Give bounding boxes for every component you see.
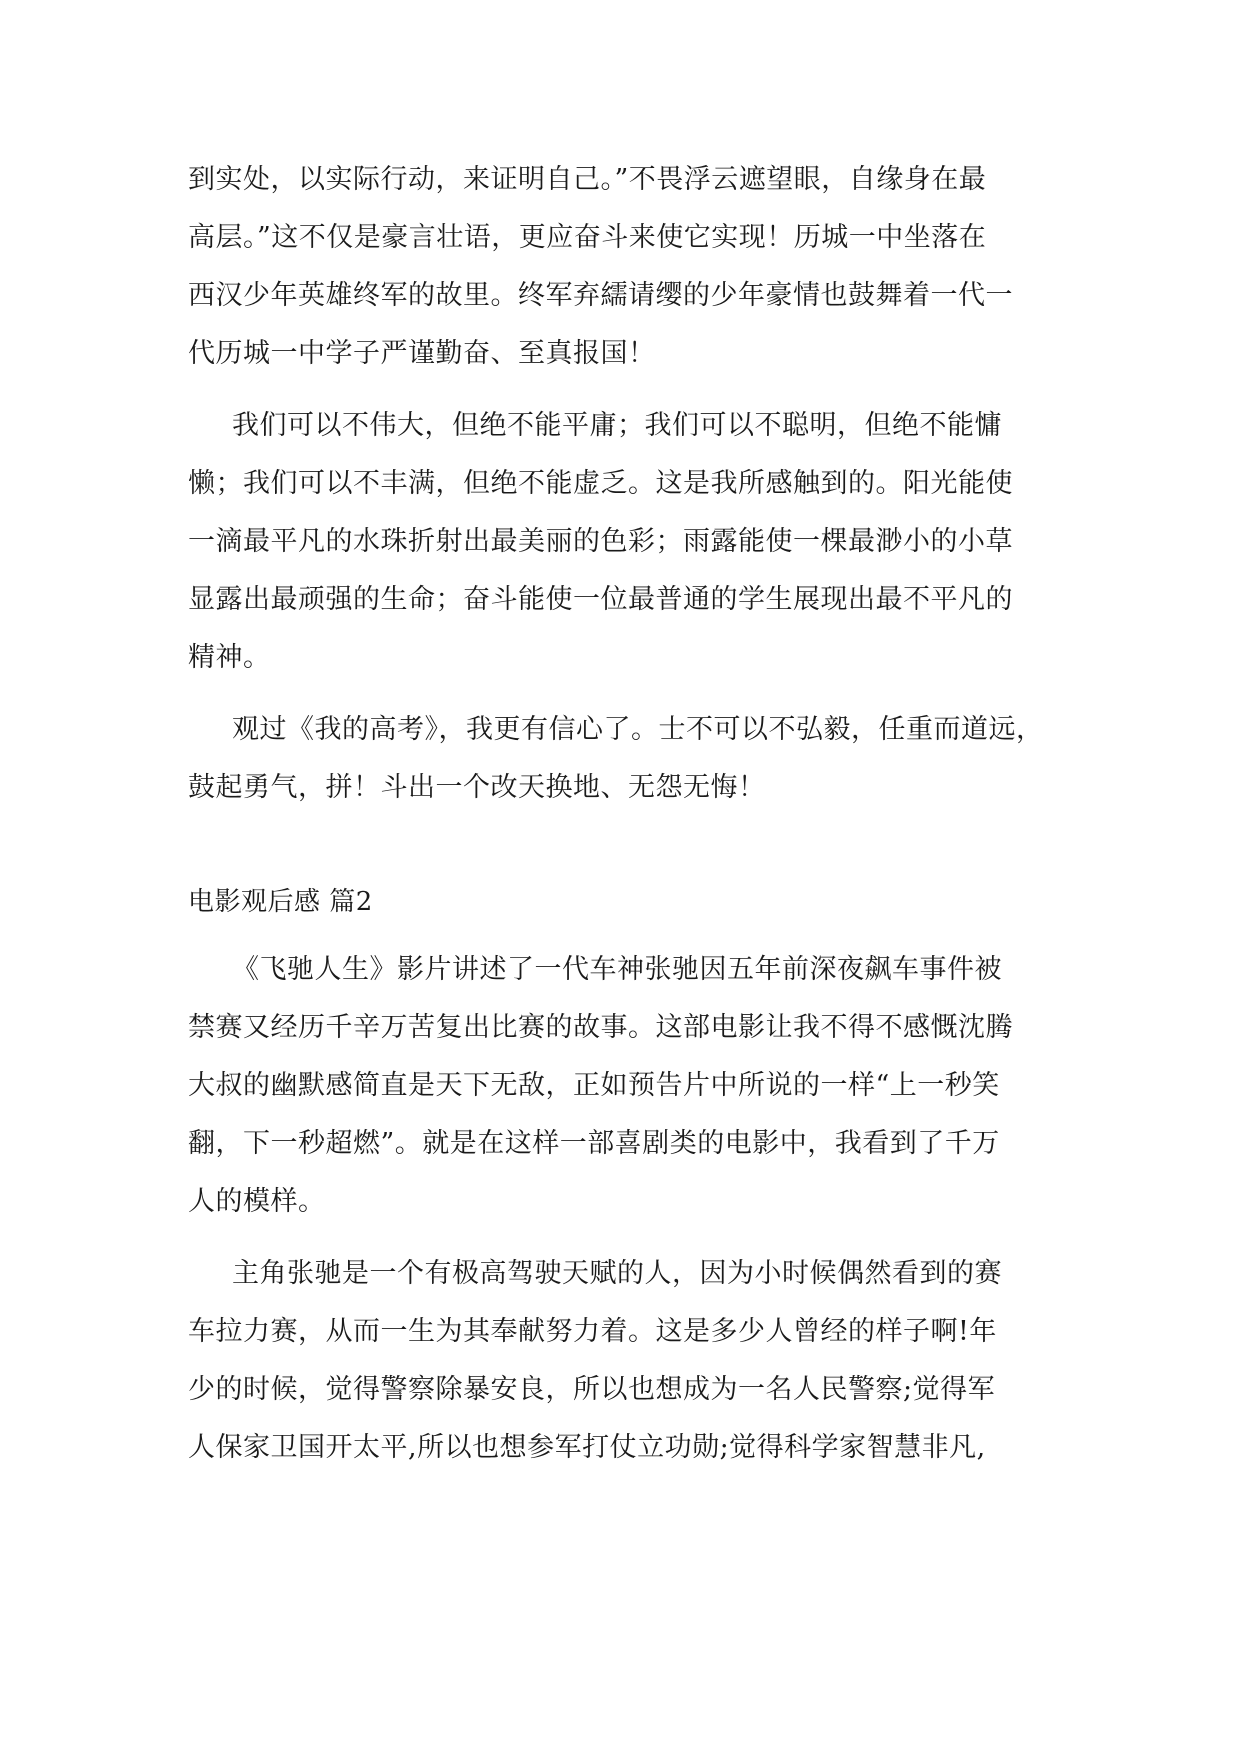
paragraph-line: 翻，下一秒超燃”。就是在这样一部喜剧类的电影中，我看到了千万	[188, 1128, 1000, 1159]
paragraph-line: 《飞驰人生》影片讲述了一代车神张驰因五年前深夜飙车事件被	[232, 954, 1002, 985]
paragraph-line: 车拉力赛，从而一生为其奉献努力着。这是多少人曾经的样子啊!年	[188, 1316, 997, 1347]
paragraph-line: 鼓起勇气，拼！斗出一个改天换地、无怨无悔！	[188, 772, 766, 803]
section-heading: 电影观后感 篇2	[188, 887, 373, 917]
paragraph-line: 我们可以不伟大，但绝不能平庸；我们可以不聪明，但绝不能慵	[232, 410, 1002, 441]
paragraph-line: 代历城一中学子严谨勤奋、至真报国！	[188, 338, 656, 369]
paragraph-line: 显露出最顽强的生命；奋斗能使一位最普通的学生展现出最不平凡的	[188, 584, 1013, 615]
paragraph-line: 人保家卫国开太平,所以也想参军打仗立功勋;觉得科学家智慧非凡,	[188, 1432, 986, 1463]
paragraph-line: 西汉少年英雄终军的故里。终军弃繻请缨的少年豪情也鼓舞着一代一	[188, 280, 1013, 311]
paragraph-line: 一滴最平凡的水珠折射出最美丽的色彩；雨露能使一棵最渺小的小草	[188, 526, 1013, 557]
paragraph-line: 少的时候，觉得警察除暴安良，所以也想成为一名人民警察;觉得军	[188, 1374, 996, 1405]
paragraph-line: 到实处，以实际行动，来证明自己。”不畏浮云遮望眼，自缘身在最	[188, 164, 987, 195]
paragraph-line: 大叔的幽默感简直是天下无敌，正如预告片中所说的一样“上一秒笑	[188, 1070, 1000, 1101]
paragraph-line: 主角张驰是一个有极高驾驶天赋的人，因为小时候偶然看到的赛	[232, 1258, 1002, 1289]
paragraph-line: 懒；我们可以不丰满，但绝不能虚乏。这是我所感触到的。阳光能使	[188, 468, 1013, 499]
paragraph-line: 观过《我的高考》，我更有信心了。士不可以不弘毅，任重而道远，	[232, 714, 1044, 745]
paragraph-line: 人的模样。	[188, 1186, 326, 1217]
paragraph-line: 禁赛又经历千辛万苦复出比赛的故事。这部电影让我不得不感慨沈腾	[188, 1012, 1013, 1043]
paragraph-line: 高层。”这不仅是豪言壮语，更应奋斗来使它实现！历城一中坐落在	[188, 222, 987, 253]
paragraph-line: 精神。	[188, 642, 271, 673]
